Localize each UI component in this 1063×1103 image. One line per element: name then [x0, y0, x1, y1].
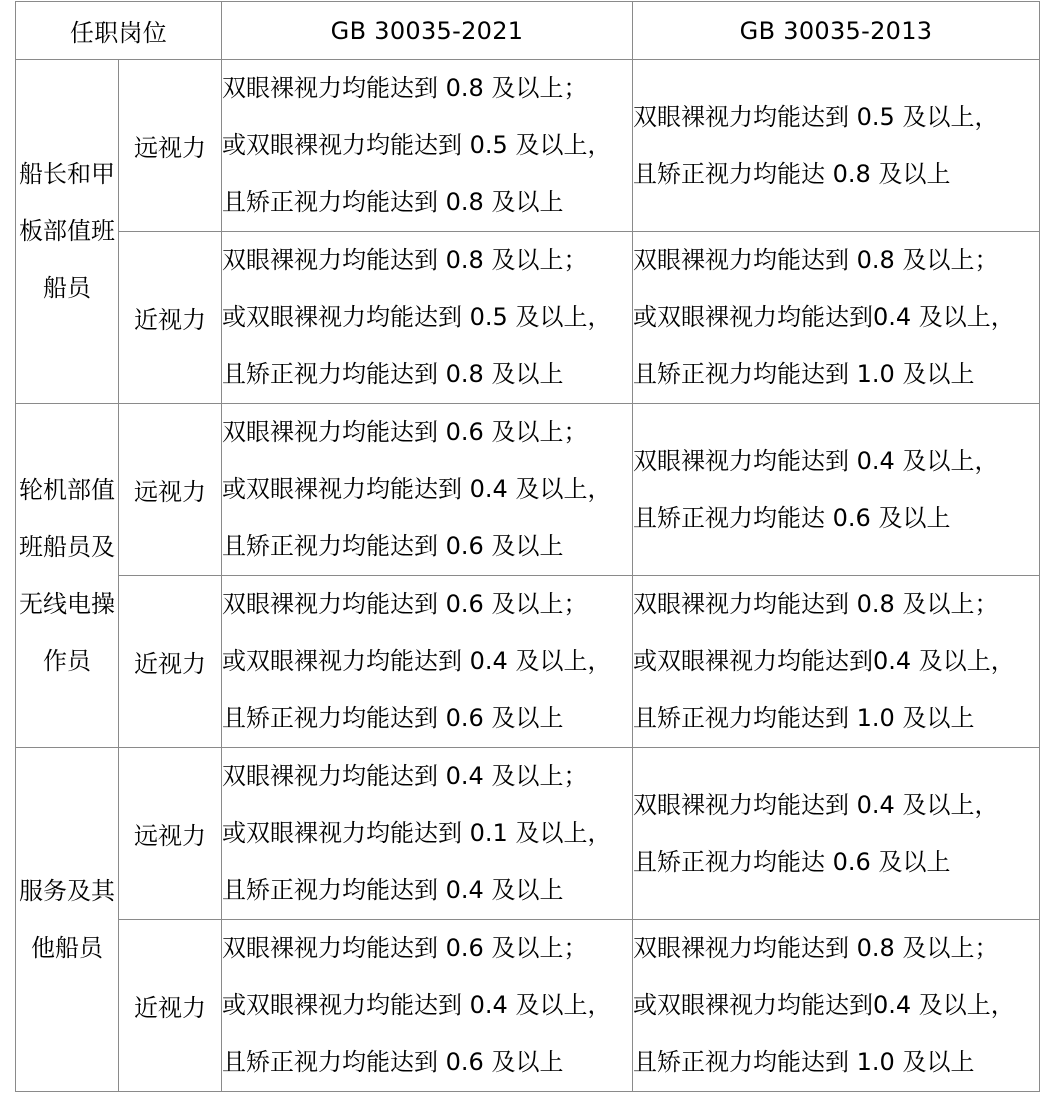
requirement-2021 — [222, 60, 633, 232]
table-row — [16, 232, 1040, 404]
requirement-line: 且矫正视力均能达到 1.0 及以上 — [633, 360, 975, 388]
requirement-2013 — [633, 920, 1040, 1092]
header-std-2021: GB 30035-2021 — [222, 2, 633, 60]
requirement-line: 且矫正视力均能达 0.6 及以上 — [633, 503, 951, 532]
requirement-line: 且矫正视力均能达到 1.0 及以上 — [633, 1048, 975, 1076]
table-row — [16, 920, 1040, 1092]
requirement-2013 — [633, 404, 1040, 576]
requirement-2021 — [222, 576, 633, 748]
requirement-line: 且矫正视力均能达 0.8 及以上 — [633, 159, 951, 188]
requirement-line: 双眼裸视力均能达到 0.6 及以上； — [222, 934, 588, 962]
requirement-2013 — [633, 60, 1040, 232]
requirement-line: 或双眼裸视力均能达到0.4 及以上， — [633, 647, 1015, 675]
vision-type-near: 近视力 — [119, 920, 222, 1092]
requirement-line: 双眼裸视力均能达到 0.6 及以上； — [222, 590, 588, 618]
requirement-line: 且矫正视力均能达到 0.6 及以上 — [222, 532, 564, 560]
requirement-line: 双眼裸视力均能达到 0.4 及以上， — [633, 446, 999, 475]
requirement-line: 或双眼裸视力均能达到 0.5 及以上， — [222, 303, 612, 331]
requirement-line: 或双眼裸视力均能达到 0.4 及以上， — [222, 647, 612, 675]
requirement-line: 双眼裸视力均能达到 0.8 及以上； — [633, 590, 999, 618]
table-row — [16, 576, 1040, 748]
table-row — [16, 404, 1040, 576]
requirement-2013 — [633, 748, 1040, 920]
requirement-line: 双眼裸视力均能达到 0.4 及以上， — [633, 790, 999, 819]
requirement-2021 — [222, 232, 633, 404]
requirement-line: 双眼裸视力均能达到 0.8 及以上； — [633, 246, 999, 274]
requirement-line: 或双眼裸视力均能达到0.4 及以上， — [633, 303, 1015, 331]
requirement-line: 或双眼裸视力均能达到 0.4 及以上， — [222, 991, 612, 1019]
vision-type-distance: 远视力 — [119, 748, 222, 920]
vision-type-near: 近视力 — [119, 232, 222, 404]
vision-type-distance: 远视力 — [119, 404, 222, 576]
requirement-line: 双眼裸视力均能达到 0.8 及以上； — [222, 74, 588, 102]
requirement-line: 且矫正视力均能达 0.6 及以上 — [633, 847, 951, 876]
vision-type-near: 近视力 — [119, 576, 222, 748]
requirement-line: 双眼裸视力均能达到 0.8 及以上； — [633, 934, 999, 962]
requirement-line: 且矫正视力均能达到 0.8 及以上 — [222, 360, 564, 388]
role-service-crew: 服务及其他船员 — [16, 748, 119, 1092]
header-row — [16, 2, 1040, 60]
vision-requirements-table — [15, 1, 1040, 1092]
requirement-line: 且矫正视力均能达到 1.0 及以上 — [633, 704, 975, 732]
table-row — [16, 748, 1040, 920]
requirement-line: 或双眼裸视力均能达到 0.1 及以上， — [222, 819, 612, 847]
requirement-line: 或双眼裸视力均能达到 0.4 及以上， — [222, 475, 612, 503]
table-row — [16, 60, 1040, 232]
requirement-2021 — [222, 404, 633, 576]
requirement-2013 — [633, 232, 1040, 404]
requirement-line: 双眼裸视力均能达到 0.8 及以上； — [222, 246, 588, 274]
header-position: 任职岗位 — [16, 2, 222, 60]
requirement-line: 且矫正视力均能达到 0.6 及以上 — [222, 1048, 564, 1076]
requirement-2021 — [222, 920, 633, 1092]
header-std-2013: GB 30035-2013 — [633, 2, 1040, 60]
requirement-line: 双眼裸视力均能达到 0.6 及以上； — [222, 418, 588, 446]
vision-type-distance: 远视力 — [119, 60, 222, 232]
requirement-2013 — [633, 576, 1040, 748]
requirement-line: 或双眼裸视力均能达到 0.5 及以上， — [222, 131, 612, 159]
role-engine-radio-crew: 轮机部值班船员及无线电操作员 — [16, 404, 119, 748]
requirement-line: 或双眼裸视力均能达到0.4 及以上， — [633, 991, 1015, 1019]
requirement-line: 且矫正视力均能达到 0.4 及以上 — [222, 876, 564, 904]
requirement-line: 且矫正视力均能达到 0.8 及以上 — [222, 188, 564, 216]
requirement-line: 且矫正视力均能达到 0.6 及以上 — [222, 704, 564, 732]
role-deck-crew: 船长和甲板部值班船员 — [16, 60, 119, 404]
requirement-line: 双眼裸视力均能达到 0.4 及以上； — [222, 762, 588, 790]
requirement-2021 — [222, 748, 633, 920]
requirement-line: 双眼裸视力均能达到 0.5 及以上， — [633, 102, 999, 131]
